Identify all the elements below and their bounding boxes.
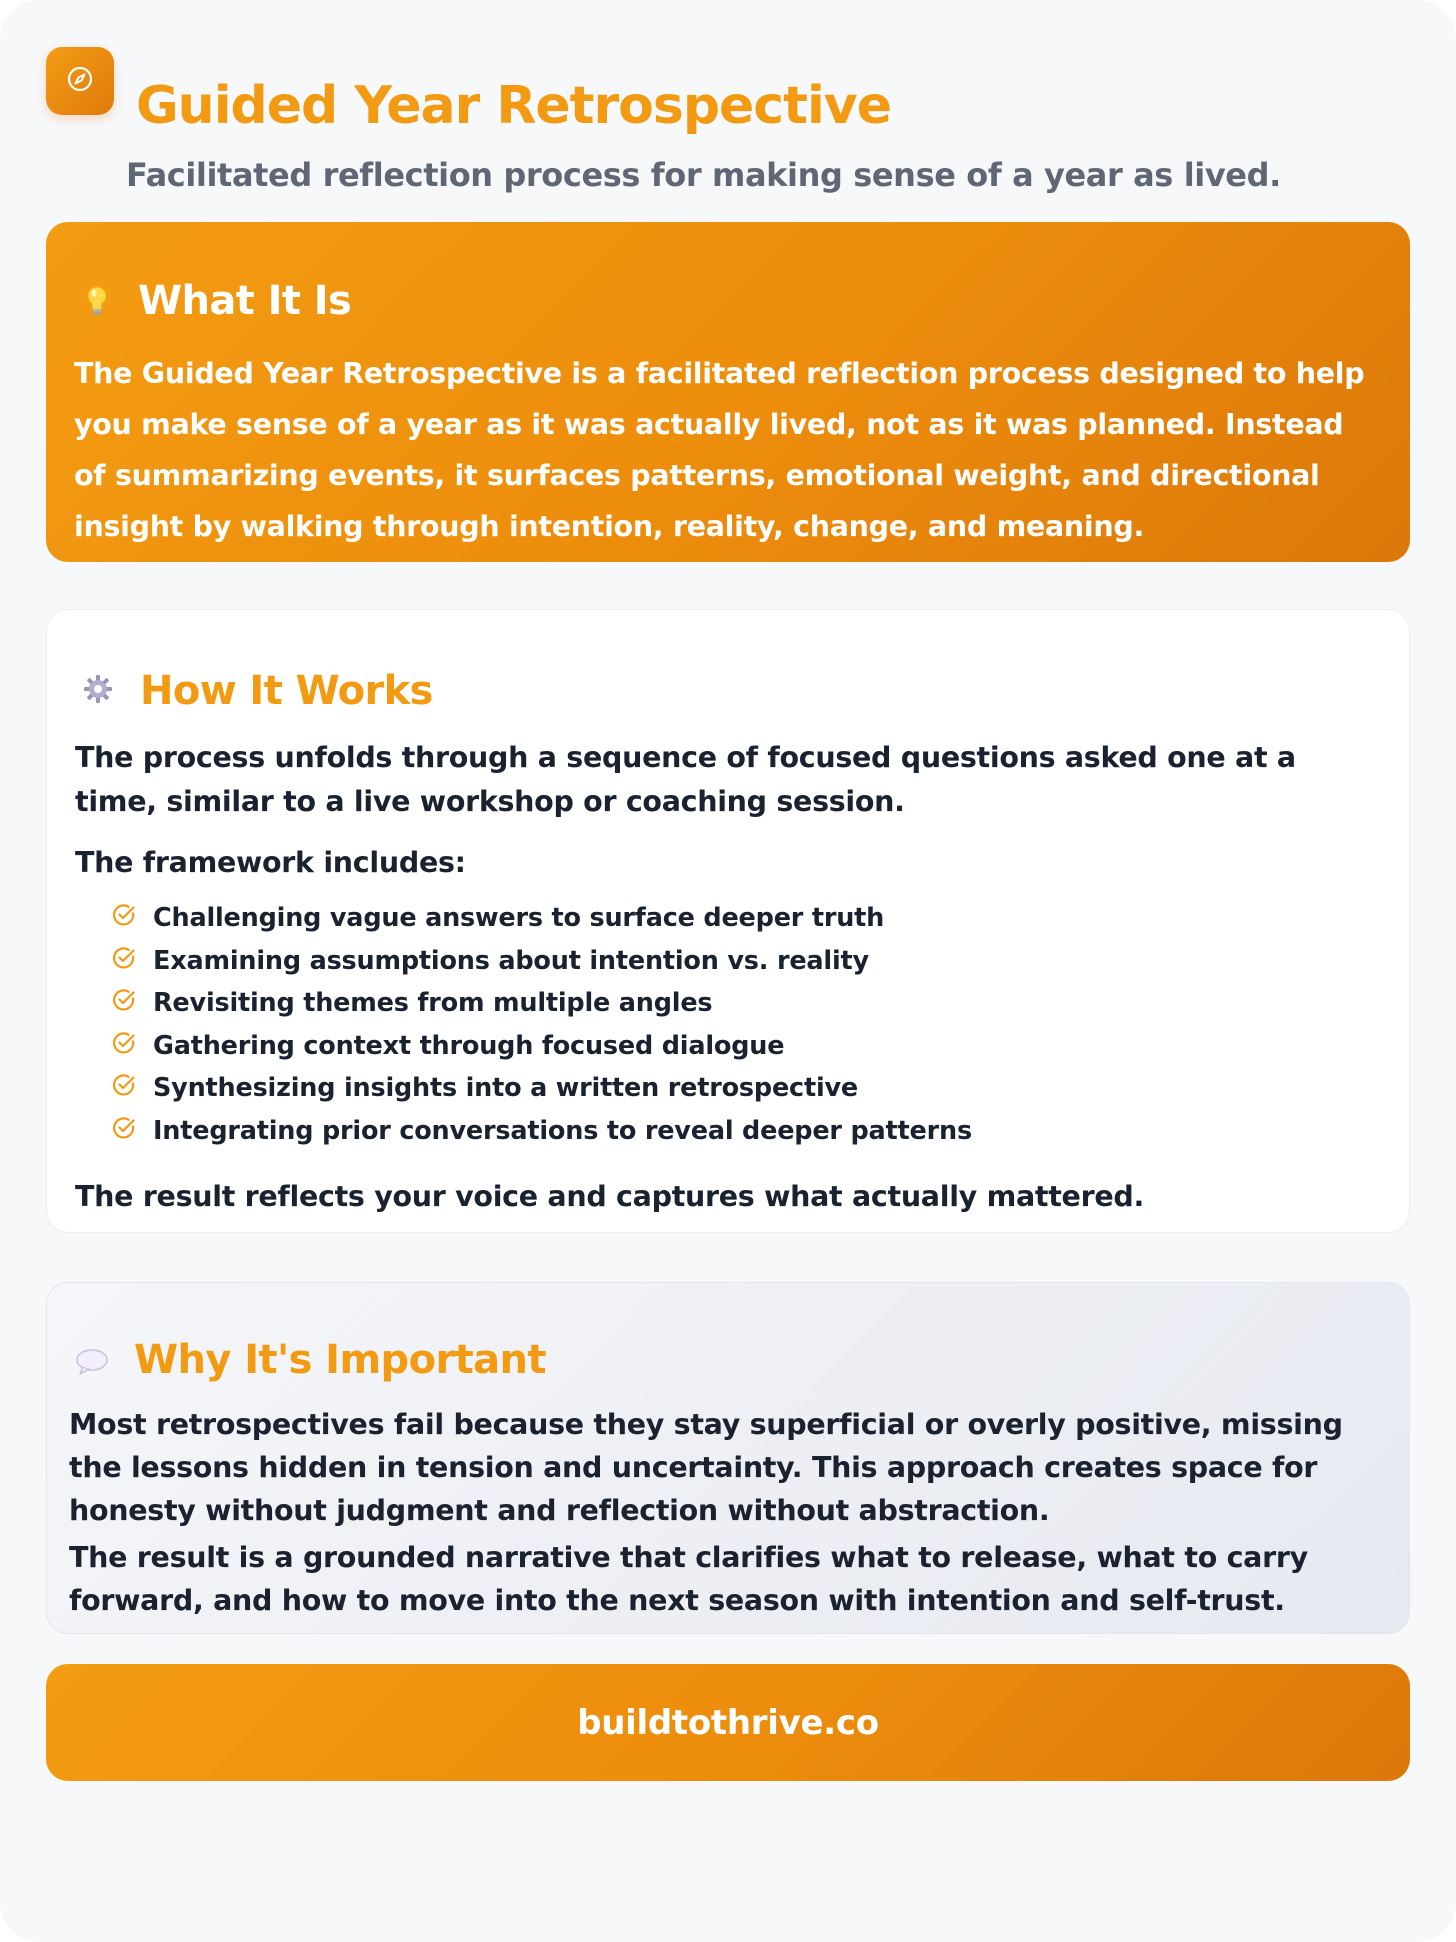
list-item [111,1105,972,1148]
page-subtitle: Facilitated reflection process for making sense of a year as lived. [126,156,1281,194]
check-circle-icon [111,894,137,920]
speech-bubble-icon [75,1345,109,1379]
why-important-card [46,1282,1410,1634]
app-logo [46,47,114,115]
how-it-works-title: How It Works [140,668,433,714]
check-circle-icon [111,1064,137,1090]
why-important-body-1: Most retrospectives fail because they stay superficial or overly positive, missing the lessons hidden in tension and uncertainty. This approach creates space for honesty without judgment and reflection without abstraction. [69,1408,1343,1527]
check-circle-icon [111,937,137,963]
list-item [111,892,972,935]
why-important-body-2: The result is a grounded narrative that clarifies what to release, what to carry forward, and how to move into the next season with intention and self-trust. [69,1541,1308,1617]
what-it-is-title: What It Is [138,278,352,324]
list-item [111,977,972,1020]
lightbulb-icon [80,284,114,318]
what-it-is-body: The Guided Year Retrospective is a facilitated reflection process designed to help you make sense of a year as it was actually lived, not as it was planned. Instead of summarizing events, it surfaces patterns, emotional weight, and directional insight by walking through intention, reality, change, and meaning. [74,357,1365,543]
footer-link[interactable]: buildtothrive.co [577,1702,879,1743]
list-item-label: Gathering context through focused dialogue [153,1030,785,1061]
list-item-label: Integrating prior conversations to reveal deeper patterns [153,1115,972,1146]
list-item [111,935,972,978]
footer-banner [46,1664,1410,1781]
list-item-label: Revisiting themes from multiple angles [153,988,713,1019]
list-item-label: Synthesizing insights into a written retrospective [153,1073,859,1104]
framework-lead: The framework includes: [75,846,466,879]
list-item-label: Challenging vague answers to surface deeper truth [153,903,885,933]
list-item [111,1062,972,1105]
check-circle-icon [111,1107,137,1133]
check-circle-icon [111,1022,137,1048]
gear-icon [81,672,115,706]
how-it-works-card [46,609,1410,1233]
page-title: Guided Year Retrospective [136,76,891,136]
compass-icon [65,64,95,98]
how-it-works-intro: The process unfolds through a sequence of focused questions asked one at a time, similar to a live workshop or coaching session. [75,741,1296,818]
check-circle-icon [111,979,137,1005]
how-it-works-result: The result reflects your voice and captures what actually mattered. [75,1180,1144,1213]
framework-list [111,892,972,1148]
list-item [111,1020,972,1063]
why-important-title: Why It's Important [134,1337,546,1383]
list-item-label: Examining assumptions about intention vs. reality [153,945,869,976]
what-it-is-card [46,222,1410,562]
